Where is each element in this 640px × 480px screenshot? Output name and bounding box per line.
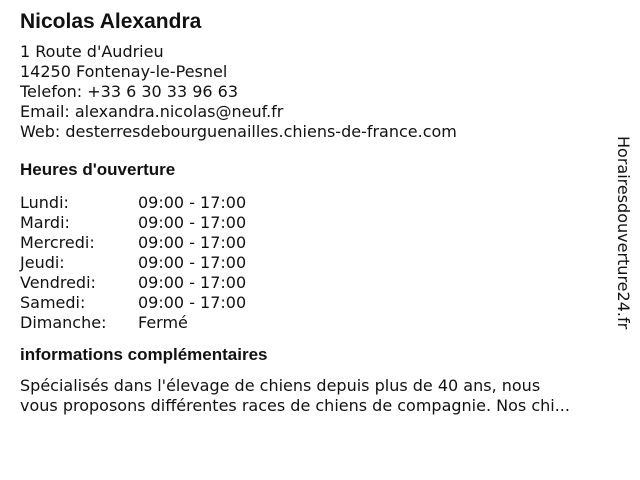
day-label: Dimanche: [20, 313, 107, 332]
business-card [20, 10, 610, 416]
description-text [20, 376, 620, 416]
additional-info-heading: informations complémentaires [20, 345, 268, 364]
business-name: Nicolas Alexandra [20, 10, 202, 33]
description-line: Spécialisés dans l'élevage de chiens depuis plus de 40 ans, nous [20, 376, 541, 395]
hours-row-thursday [20, 253, 610, 273]
day-label: Mercredi: [20, 233, 95, 252]
day-label: Jeudi: [20, 253, 65, 272]
website-text: Web: desterresdebourguenailles.chiens-de-france.com [20, 122, 457, 141]
time-value: 09:00 - 17:00 [138, 273, 247, 292]
opening-hours-heading: Heures d'ouverture [20, 160, 176, 179]
opening-hours-table [20, 193, 610, 333]
time-value: 09:00 - 17:00 [138, 193, 247, 212]
email-text: Email: alexandra.nicolas@neuf.fr [20, 102, 284, 121]
time-value: Fermé [138, 313, 188, 332]
time-value: 09:00 - 17:00 [138, 293, 247, 312]
description-line: vous proposons différentes races de chiens de compagnie. Nos chi... [20, 396, 570, 415]
address-street: 1 Route d'Audrieu [20, 42, 164, 61]
time-value: 09:00 - 17:00 [138, 233, 247, 252]
day-label: Vendredi: [20, 273, 96, 292]
day-label: Mardi: [20, 213, 70, 232]
brand-watermark: Horairesdouverture24.fr [614, 136, 633, 330]
hours-row-sunday [20, 313, 610, 333]
day-label: Lundi: [20, 193, 69, 212]
hours-row-saturday [20, 293, 610, 313]
phone-text: Telefon: +33 6 30 33 96 63 [20, 82, 239, 101]
day-label: Samedi: [20, 293, 86, 312]
hours-row-friday [20, 273, 610, 293]
hours-row-wednesday [20, 233, 610, 253]
address-city: 14250 Fontenay-le-Pesnel [20, 62, 228, 81]
time-value: 09:00 - 17:00 [138, 253, 247, 272]
time-value: 09:00 - 17:00 [138, 213, 247, 232]
hours-row-tuesday [20, 213, 610, 233]
contact-details [20, 42, 610, 142]
hours-row-monday [20, 193, 610, 213]
